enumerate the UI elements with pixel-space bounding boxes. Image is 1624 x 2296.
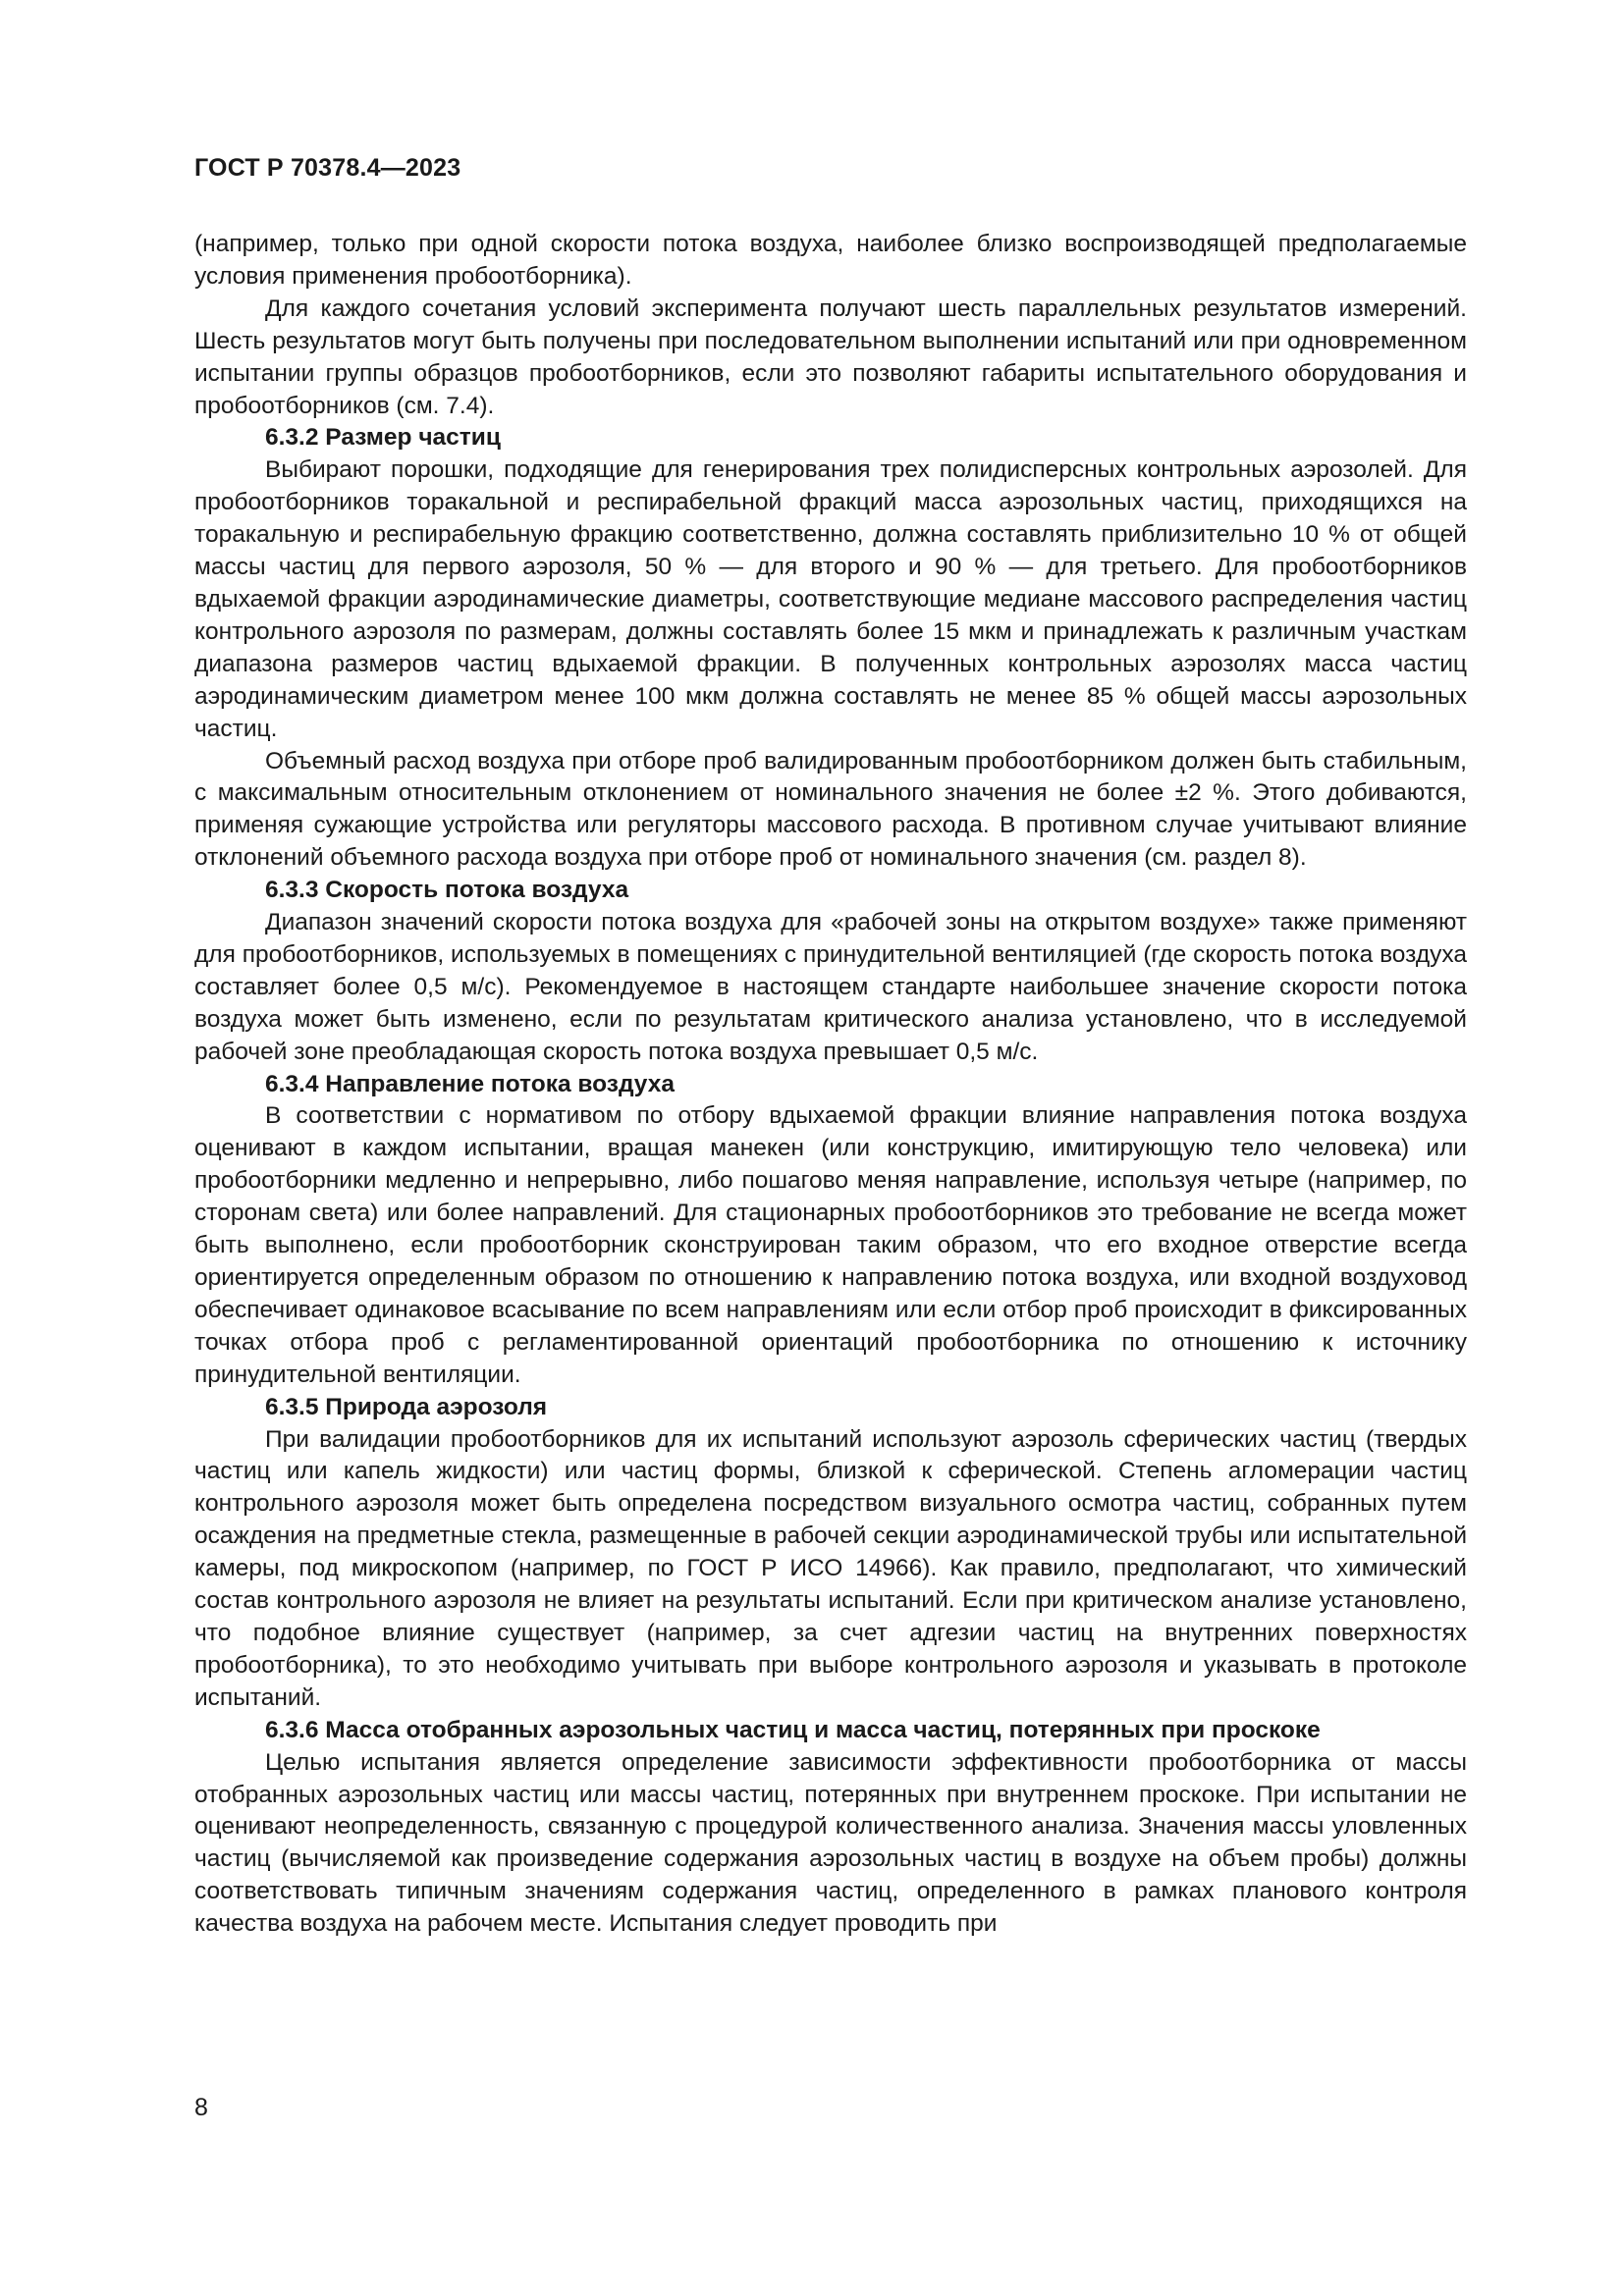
paragraph-particle-size: Выбирают порошки, подходящие для генерирования трех полидисперсных контрольных аэрозолей. Для пробоотборников торакальной и респирабельной фракций масса аэрозольных частиц, приходящихся на торакальную и респирабельную фракцию соответственно, должна составлять приблизительно 10 % от общей массы частиц для первого аэрозоля, 50 % — для второго и 90 % — для третьего. Для пробоотборников вдыхаемой фракции аэродинамические диаметры, соответствующие медиане массового распределения частиц контрольного аэрозоля по размерам, должны составлять более 15 мкм и принадлежать к различным участкам диапазона размеров частиц вдыхаемой фракции. В полученных контрольных аэрозолях масса частиц аэродинамическим диаметром менее 100 мкм должна составлять не менее 85 % общей массы аэрозольных частиц. bbox=[194, 456, 1467, 742]
document-body bbox=[194, 229, 1467, 1941]
section-heading-6-3-4: 6.3.4 Направление потока воздуха bbox=[265, 1070, 675, 1097]
paragraph-sampled-mass: Целью испытания является определение зависимости эффективности пробоотборника от массы отобранных аэрозольных частиц или массы частиц, потерянных при внутреннем проскоке. При испытании не оценивают неопределенность, связанную с процедурой количественного анализа. Значения массы уловленных частиц (вычисляемой как произведение содержания аэрозольных частиц в воздухе на объем пробы) должны соответствовать типичным значениям содержания частиц, определенного в рамках планового контроля качества воздуха на рабочем месте. Испытания следует проводить при bbox=[194, 1748, 1467, 1938]
section-heading-6-3-6: 6.3.6 Масса отобранных аэрозольных частиц и масса частиц, потерянных при проскоке bbox=[265, 1716, 1321, 1743]
paragraph-aerosol-nature: При валидации пробоотборников для их испытаний используют аэрозоль сферических частиц (твердых частиц или капель жидкости) или частиц формы, близкой к сферической. Степень агломерации частиц контрольного аэрозоля может быть определена посредством визуального осмотра частиц, собранных путем осаждения на предметные стекла, размещенные в рабочей секции аэродинамической трубы или испытательной камеры, под микроскопом (например, по ГОСТ Р ИСО 14966). Как правило, предполагают, что химический состав контрольного аэрозоля не влияет на результаты испытаний. Если при критическом анализе установлено, что подобное влияние существует (например, за счет адгезии частиц на внутренних поверхностях пробоотборника), то это необходимо учитывать при выборе контрольного аэрозоля и указывать в протоколе испытаний. bbox=[194, 1425, 1467, 1711]
page-number: 8 bbox=[194, 2094, 208, 2121]
paragraph-parallel-results: Для каждого сочетания условий эксперимента получают шесть параллельных результатов измерений. Шесть результатов могут быть получены при последовательном выполнении испытаний или при одновременном испытании группы образцов пробоотборников, если это позволяют габариты испытательного оборудования и пробоотборников (см. 7.4). bbox=[194, 294, 1467, 419]
paragraph-air-direction: В соответствии с нормативом по отбору вдыхаемой фракции влияние направления потока воздуха оценивают в каждом испытании, вращая манекен (или конструкцию, имитирующую тело человека) или пробоотборники медленно и непрерывно, либо пошагово меняя направление, используя четыре (например, по сторонам света) или более направлений. Для стационарных пробоотборников это требование не всегда может быть выполнено, если пробоотборник сконструирован таким образом, что его входное отверстие всегда ориентируется определенным образом по отношению к направлению потока воздуха, или входной воздуховод обеспечивает одинаковое всасывание по всем направлениям или если отбор проб происходит в фиксированных точках отбора проб с регламентированной ориентаций пробоотборника по отношению к источнику принудительной вентиляции. bbox=[194, 1102, 1467, 1388]
section-heading-6-3-3: 6.3.3 Скорость потока воздуха bbox=[265, 877, 629, 904]
section-heading-6-3-2: 6.3.2 Размер частиц bbox=[265, 424, 501, 452]
paragraph-air-velocity: Диапазон значений скорости потока воздуха для «рабочей зоны на открытом воздухе» также применяют для пробоотборников, используемых в помещениях с принудительной вентиляцией (где скорость потока воздуха составляет более 0,5 м/с). Рекомендуемое в настоящем стандарте наибольшее значение скорости потока воздуха может быть изменено, если по результатам критического анализа установлено, что в исследуемой рабочей зоне преобладающая скорость потока воздуха превышает 0,5 м/с. bbox=[194, 909, 1467, 1065]
paragraph-continuation: (например, только при одной скорости потока воздуха, наиболее близко воспроизводящей предполагаемые условия применения пробоотборника). bbox=[194, 231, 1467, 290]
section-heading-6-3-5: 6.3.5 Природа аэрозоля bbox=[265, 1393, 548, 1420]
document-header: ГОСТ Р 70378.4—2023 bbox=[194, 154, 461, 182]
paragraph-flow-rate: Объемный расход воздуха при отборе проб валидированным пробоотборником должен быть стабильным, с максимальным относительным отклонением от номинального значения не более ±2 %. Этого добиваются, применяя сужающие устройства или регуляторы массового расхода. В противном случае учитывают влияние отклонений объемного расхода воздуха при отборе проб от номинального значения (см. раздел 8). bbox=[194, 747, 1467, 872]
